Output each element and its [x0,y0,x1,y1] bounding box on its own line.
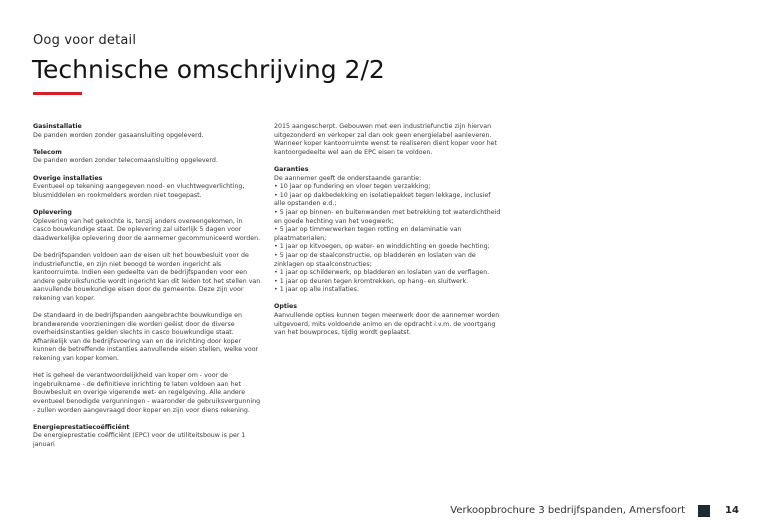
kicker: Oog voor detail [33,33,137,48]
garanties-heading: Garanties [274,165,309,173]
garanties-item: • 5 jaar op de staalconstructie, op bladderen en loslaten van de zinklagen op staalconstructies; [274,251,476,268]
garanties-item: • 10 jaar op dakbedekking en isolatiepakket tegen lekkage, inclusief alle opstanden e.d.; [274,191,491,208]
title-accent-bar [33,92,82,95]
brandwerende-paragraph: De standaard in de bedrijfspanden aangebrachte bouwkundige en brandwerende voorzieningen die worden geëist door de diverse overheidsinstanties gelden slechts in casco bouwkundige staat. Afhankelijk van de bedrijfsvoering van en de inrichting door koper kunnen de betreffende instanties aanvullende eisen stellen, welke voor rekening van koper komen. [33,312,259,363]
industriefunctie-paragraph: De bedrijfspanden voldoen aan de eisen uit het bouwbesluit voor de industriefunctie, en zijn niet beoogd te worden ingericht als kantoorruimte. Indien een gedeelte van de bedrijfspanden voor een andere gebruiksfunctie wordt ingericht kan dit leiden tot het stellen van aanvullende bouwkundige eisen door de gemeente. Deze zijn voor rekening van koper. [33,251,261,302]
garanties-intro: De aannemer geeft de onderstaande garantie: [274,174,422,182]
page-title: Technische omschrijving 2/2 [32,55,385,84]
garanties-item: • 5 jaar op timmerwerken tegen rotting en delaminatie van plaatmaterialen; [274,226,462,242]
epc-text: De energieprestatie coëfficiënt (EPC) voor de utiliteitsbouw is per 1 januari [33,432,246,448]
oplevering-heading: Oplevering [33,208,72,216]
overige-installaties-heading: Overige installaties [33,174,103,182]
telecom-text: De panden worden zonder telecomaansluiting opgeleverd. [33,157,218,165]
footer-square-icon [698,505,710,517]
epc-continued-text: 2015 aangescherpt. Gebouwen met een industriefunctie zijn hiervan uitgezonderd en verkoper zal dan ook geen energielabel aanleveren. Wanneer koper kantoorruimte wenst te realiseren dient koper voor het kantoorgedeelte wel aan de EPC eisen te voldoen. [274,123,498,156]
garanties-item: • 10 jaar op fundering en vloer tegen verzakking; [274,183,431,191]
garanties-item: • 1 jaar op alle installaties. [274,286,359,294]
garanties-item: • 5 jaar op binnen- en buitenwanden met betrekking tot waterdichtheid en goede hechting van het voegwerk; [274,208,501,225]
overige-installaties-text: Eventueel op tekening aangegeven nood- en vluchtwegverlichting, blusmiddelen en rookmelders worden niet toegepast. [33,183,245,199]
telecom-heading: Telecom [33,148,62,156]
garanties-item: • 1 jaar op kitvoegen, op water- en winddichting en goede hechting; [274,243,490,251]
gas-heading: Gasinstallatie [33,123,82,130]
gas-text: De panden worden zonder gasaansluiting opgeleverd. [33,131,204,139]
opties-heading: Opties [274,303,298,311]
page-number: 14 [725,505,739,516]
footer-title: Verkoopbrochure 3 bedrijfspanden, Amersfoort [450,505,685,516]
garanties-item: • 1 jaar op schilderwerk, op bladderen en loslaten van de verflagen. [274,269,490,277]
opties-text: Aanvullende opties kunnen tegen meerwerk door de aannemer worden uitgevoerd, mits voldoende animo en de opdracht i.v.m. de voortgang van het bouwproces, tijdig wordt geplaatst. [274,312,500,337]
oplevering-text: Oplevering van het gekochte is, tenzij anders overeengekomen, in casco bouwkundige staat. De oplevering zal uiterlijk 5 dagen voor daadwerkelijke oplevering door de aannemer gecommuniceerd worden. [33,217,261,242]
verantwoordelijkheid-paragraph: Het is geheel de verantwoordelijkheid van koper om - voor de ingebruikname - de definitieve inrichting te laten voldoen aan het Bouwbesluit en overige vigerende wet- en regelgeving. Alle andere eventueel benodigde vergunningen - waaronder de gebruiksvergunning - zullen worden aangevraagd door koper en zijn voor diens rekening. [33,372,261,414]
garanties-item: • 1 jaar op deuren tegen kromtrekken, op hang- en sluitwerk. [274,277,469,285]
left-column [33,123,261,458]
right-column [274,123,502,346]
epc-heading: Energieprestatiecoëfficiënt [33,423,130,431]
